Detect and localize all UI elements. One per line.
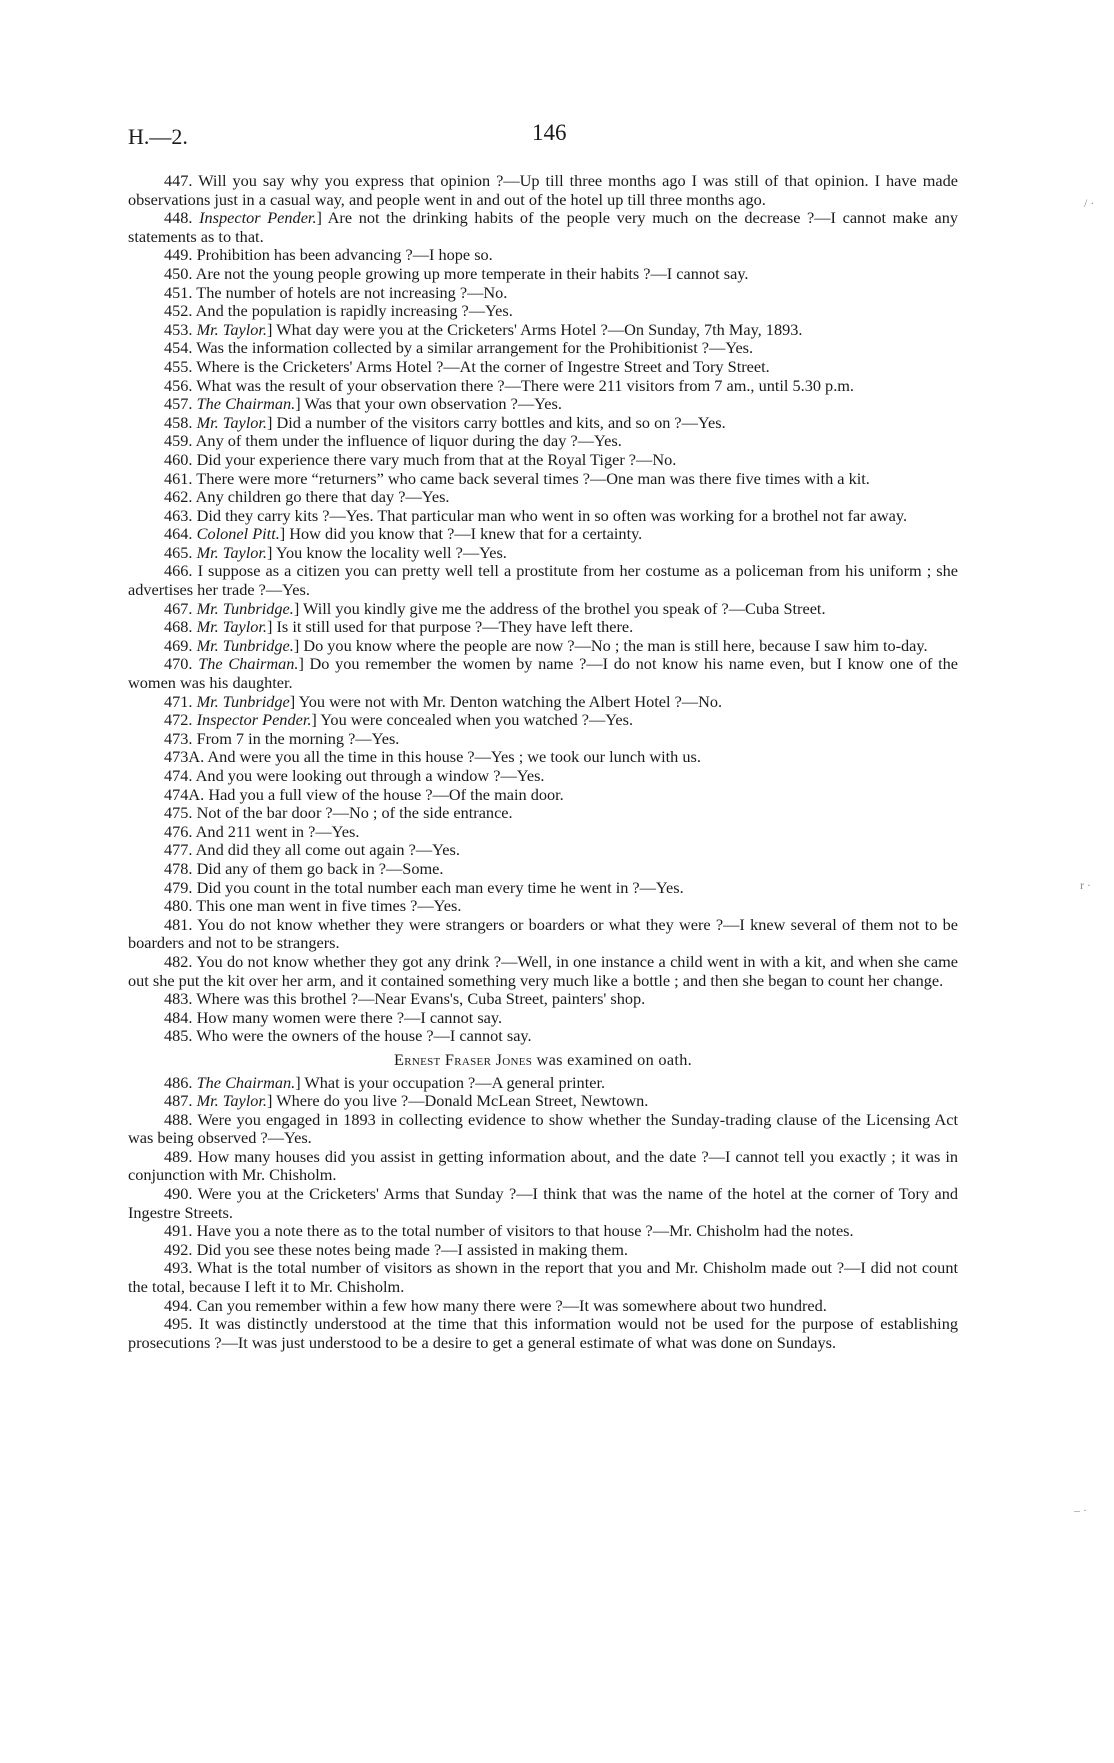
question-number: 461. — [164, 468, 193, 488]
question-number: 476. — [164, 821, 193, 841]
testimony-paragraph — [128, 1148, 958, 1185]
testimony-text: Will you say why you express that opinion ?—Up till three months ago I was still of that opinion. I have made observations just in a casual way, and people went in and out of the hotel up till three months ago. — [128, 171, 958, 209]
testimony-paragraph — [128, 1185, 958, 1222]
testimony-paragraph — [128, 748, 958, 767]
question-number: 480. — [164, 896, 193, 916]
witness-heading — [128, 1051, 958, 1070]
testimony-paragraph — [128, 432, 958, 451]
margin-mark: / · — [1084, 196, 1095, 210]
testimony-text: ] You were not with Mr. Denton watching the Albert Hotel ?—No. — [289, 691, 723, 711]
testimony-paragraph — [128, 897, 958, 916]
margin-mark: r · — [1080, 878, 1091, 892]
testimony-text: Did any of them go back in ?—Some. — [196, 858, 444, 878]
testimony-text: Did you see these notes being made ?—I assisted in making them. — [196, 1239, 628, 1259]
testimony-text: Did they carry kits ?—Yes. That particular man who went in so often was working for a brothel not far away. — [196, 505, 908, 525]
question-number: 473. — [164, 728, 193, 748]
testimony-text: Not of the bar door ?—No ; of the side entrance. — [196, 803, 513, 823]
testimony-text: How many houses did you assist in getting information about, and the date ?—I cannot tell you exactly ; it was in conjunction with Mr. Chisholm. — [128, 1146, 958, 1185]
testimony-text: The number of hotels are not increasing ?—No. — [196, 282, 508, 302]
testimony-text: I suppose as a citizen you can pretty well tell a prostitute from her costume as a policeman from his uniform ; she advertises her trade ?—Yes. — [128, 561, 958, 600]
speaker-name: Mr. Taylor. — [196, 1091, 268, 1111]
question-number: 464. — [164, 524, 193, 544]
testimony-paragraph — [128, 302, 958, 321]
testimony-text: From 7 in the morning ?—Yes. — [196, 728, 400, 748]
testimony-text: How many women were there ?—I cannot say. — [196, 1007, 503, 1027]
question-number: 466. — [164, 561, 193, 581]
testimony-text: And did they all come out again ?—Yes. — [195, 840, 460, 860]
question-number: 470. — [164, 654, 193, 674]
testimony-text: What was the result of your observation there ?—There were 211 visitors from 7 am., until 5.30 p.m. — [196, 375, 854, 395]
question-number: 452. — [164, 301, 193, 321]
testimony-paragraph — [128, 879, 958, 898]
testimony-text: ] How did you know that ?—I knew that for a certainty. — [279, 524, 643, 544]
testimony-text: Were you engaged in 1893 in collecting evidence to show whether the Sunday-trading clause of the Licensing Act was being observed ?—Yes. — [128, 1109, 958, 1148]
testimony-paragraph — [128, 693, 958, 712]
question-number: 455. — [164, 356, 193, 376]
question-number: 467. — [164, 598, 193, 618]
testimony-text: You do not know whether they got any drink ?—Well, in one instance a child went in with a kit, and when she came out she put the kit over her arm, and it contained something very much like a bottle ; and then she began to count her change. — [128, 951, 958, 990]
speaker-name: Mr. Taylor. — [196, 319, 268, 339]
testimony-text: Did your experience there vary much from that at the Royal Tiger ?—No. — [196, 449, 677, 469]
testimony-paragraph — [128, 767, 958, 786]
testimony-text: ] Do you remember the women by name ?—I do not know his name even, but I know one of the women was his daughter. — [128, 654, 959, 693]
question-number: 460. — [164, 449, 193, 469]
testimony-text: Had you a full view of the house ?—Of the main door. — [208, 784, 564, 804]
testimony-paragraph — [128, 600, 958, 619]
testimony-paragraph — [128, 1009, 958, 1028]
testimony-paragraph — [128, 377, 958, 396]
question-number: 489. — [164, 1146, 193, 1166]
testimony-paragraph — [128, 172, 958, 209]
testimony-text: And you were looking out through a window ?—Yes. — [195, 766, 545, 785]
document-reference: H.—2. — [128, 124, 188, 149]
question-number: 450. — [164, 263, 193, 283]
testimony-paragraph — [128, 953, 958, 990]
testimony-text: Where is the Cricketers' Arms Hotel ?—At the corner of Ingestre Street and Tory Street. — [196, 356, 770, 376]
question-number: 491. — [164, 1221, 193, 1241]
speaker-name: Mr. Tunbridge. — [196, 635, 294, 655]
margin-mark: – · — [1074, 1503, 1087, 1517]
testimony-text: Who were the owners of the house ?—I cannot say. — [196, 1026, 532, 1046]
testimony-paragraph — [128, 823, 958, 842]
testimony-text: Have you a note there as to the total number of visitors to that house ?—Mr. Chisholm had the notes. — [196, 1221, 854, 1241]
testimony-paragraph — [128, 544, 958, 563]
question-number: 448. — [164, 208, 193, 228]
testimony-text: This one man went in five times ?—Yes. — [196, 896, 462, 916]
question-number: 459. — [164, 431, 193, 451]
testimony-paragraph — [128, 1074, 958, 1093]
speaker-name: The Chairman. — [198, 654, 299, 674]
testimony-paragraph — [128, 265, 958, 284]
question-number: 469. — [164, 635, 193, 655]
testimony-paragraph — [128, 1315, 958, 1352]
testimony-text: Were you at the Cricketers' Arms that Sunday ?—I think that was the name of the hotel at the corner of Tory and Ingestre Streets. — [128, 1184, 959, 1222]
question-number: 447. — [164, 171, 193, 190]
testimony-paragraph — [128, 1259, 958, 1296]
testimony-paragraph — [128, 209, 958, 246]
speaker-name: Mr. Taylor. — [196, 542, 268, 562]
testimony-text: ] Was that your own observation ?—Yes. — [295, 394, 562, 414]
question-number: 453. — [164, 319, 193, 339]
testimony-paragraph — [128, 395, 958, 414]
question-number: 457. — [164, 394, 193, 414]
question-number: 475. — [164, 803, 193, 823]
speaker-name: The Chairman. — [196, 1072, 296, 1092]
testimony-text: ] Where do you live ?—Donald McLean Street, Newtown. — [267, 1091, 649, 1111]
question-number: 493. — [164, 1258, 193, 1278]
testimony-paragraph — [128, 488, 958, 507]
testimony-text: ] Did a number of the visitors carry bottles and kits, and so on ?—Yes. — [267, 412, 726, 432]
question-number: 478. — [164, 858, 193, 878]
testimony-text: And 211 went in ?—Yes. — [195, 821, 360, 841]
testimony-paragraph — [128, 470, 958, 489]
question-number: 494. — [164, 1295, 193, 1315]
question-number: 465. — [164, 542, 193, 562]
testimony-paragraph — [128, 1027, 958, 1046]
witness-name: Ernest Fraser Jones — [393, 1049, 533, 1069]
question-number: 458. — [164, 412, 193, 432]
witness-heading-text: was examined on oath. — [532, 1049, 693, 1069]
question-number: 482. — [164, 951, 193, 971]
speaker-name: Inspector Pender. — [196, 710, 312, 730]
testimony-paragraph — [128, 1241, 958, 1260]
testimony-text: Was the information collected by a similar arrangement for the Prohibitionist ?—Yes. — [196, 338, 754, 358]
testimony-text: Did you count in the total number each man every time he went in ?—Yes. — [196, 877, 684, 897]
testimony-text: ] Do you know where the people are now ?—No ; the man is still here, because I saw him to-day. — [293, 635, 928, 655]
testimony-paragraph — [128, 637, 958, 656]
question-number: 486. — [164, 1072, 193, 1092]
testimony-paragraph — [128, 284, 958, 303]
testimony-paragraph — [128, 414, 958, 433]
testimony-paragraph — [128, 507, 958, 526]
testimony-text: Can you remember within a few how many there were ?—It was somewhere about two hundred. — [196, 1295, 827, 1315]
question-number: 479. — [164, 877, 193, 897]
testimony-paragraph — [128, 730, 958, 749]
question-number: 472. — [164, 710, 193, 730]
testimony-paragraph — [128, 804, 958, 823]
document-body — [128, 172, 958, 1352]
question-number: 484. — [164, 1007, 193, 1027]
testimony-text: ] You were concealed when you watched ?—Yes. — [311, 710, 634, 730]
question-number: 477. — [164, 840, 193, 860]
speaker-name: Mr. Tunbridge — [196, 691, 290, 711]
testimony-text: Where was this brothel ?—Near Evans's, Cuba Street, painters' shop. — [196, 989, 646, 1009]
testimony-paragraph — [128, 1092, 958, 1111]
question-number: 463. — [164, 505, 193, 525]
question-number: 451. — [164, 282, 193, 302]
testimony-paragraph — [128, 321, 958, 340]
testimony-paragraph — [128, 339, 958, 358]
testimony-text: Any children go there that day ?—Yes. — [195, 487, 450, 507]
question-number: 473A. — [164, 747, 205, 767]
speaker-name: Mr. Taylor. — [196, 412, 268, 432]
testimony-text: And the population is rapidly increasing ?—Yes. — [195, 301, 513, 321]
question-number: 485. — [164, 1026, 193, 1046]
testimony-paragraph — [128, 841, 958, 860]
testimony-text: And were you all the time in this house ?—Yes ; we took our lunch with us. — [207, 747, 701, 767]
speaker-name: Colonel Pitt. — [196, 524, 280, 544]
testimony-text: ] Are not the drinking habits of the people very much on the decrease ?—I cannot make any statements as to that. — [128, 208, 958, 246]
question-number: 462. — [164, 487, 193, 507]
testimony-paragraph — [128, 786, 958, 805]
question-number: 488. — [164, 1109, 193, 1129]
page-number: 146 — [532, 120, 567, 145]
testimony-paragraph — [128, 655, 958, 692]
question-number: 471. — [164, 691, 193, 711]
testimony-paragraph — [128, 1222, 958, 1241]
question-number: 483. — [164, 989, 193, 1009]
testimony-text: Any of them under the influence of liquor during the day ?—Yes. — [195, 431, 622, 451]
question-number: 495. — [164, 1314, 193, 1334]
testimony-paragraph — [128, 562, 958, 599]
question-number: 468. — [164, 617, 193, 637]
speaker-name: The Chairman. — [196, 394, 296, 414]
page-header — [128, 116, 958, 156]
testimony-paragraph — [128, 525, 958, 544]
testimony-paragraph — [128, 246, 958, 265]
question-number: 449. — [164, 245, 193, 265]
speaker-name: Mr. Taylor. — [196, 617, 268, 637]
testimony-text: ] Is it still used for that purpose ?—They have left there. — [267, 617, 634, 637]
testimony-paragraph — [128, 358, 958, 377]
testimony-text: It was distinctly understood at the time that this information would not be used for the purpose of establishing prosecutions ?—It was just understood to be a desire to get a general estimate of what was done on Sundays. — [128, 1314, 958, 1352]
testimony-paragraph — [128, 618, 958, 637]
testimony-text: Prohibition has been advancing ?—I hope so. — [196, 245, 493, 265]
testimony-paragraph — [128, 860, 958, 879]
speaker-name: Inspector Pender. — [199, 208, 317, 228]
testimony-paragraph — [128, 916, 958, 953]
testimony-text: ] Will you kindly give me the address of the brothel you speak of ?—Cuba Street. — [293, 598, 826, 618]
question-number: 454. — [164, 338, 193, 358]
testimony-paragraph — [128, 990, 958, 1009]
question-number: 490. — [164, 1184, 193, 1204]
question-number: 456. — [164, 375, 193, 395]
testimony-text: ] What day were you at the Cricketers' Arms Hotel ?—On Sunday, 7th May, 1893. — [267, 319, 803, 339]
question-number: 474. — [164, 766, 193, 785]
testimony-text: There were more “returners” who came back several times ?—One man was there five times with a kit. — [196, 468, 870, 488]
testimony-text: Are not the young people growing up more temperate in their habits ?—I cannot say. — [195, 263, 749, 283]
question-number: 487. — [164, 1091, 193, 1111]
testimony-text: ] You know the locality well ?—Yes. — [267, 542, 507, 562]
testimony-paragraph — [128, 1297, 958, 1316]
testimony-paragraph — [128, 451, 958, 470]
testimony-section-b — [128, 1074, 958, 1353]
speaker-name: Mr. Tunbridge. — [196, 598, 294, 618]
testimony-section-a — [128, 172, 958, 1046]
testimony-text: You do not know whether they were strangers or boarders or what they were ?—I knew several of them not to be boarders and not to be strangers. — [128, 914, 959, 953]
testimony-paragraph — [128, 1111, 958, 1148]
testimony-text: ] What is your occupation ?—A general printer. — [295, 1072, 606, 1092]
testimony-text: What is the total number of visitors as shown in the report that you and Mr. Chisholm made out ?—I did not count the total, because I left it to Mr. Chisholm. — [128, 1258, 958, 1297]
testimony-paragraph — [128, 711, 958, 730]
question-number: 492. — [164, 1239, 193, 1259]
question-number: 474A. — [164, 784, 205, 804]
question-number: 481. — [164, 914, 193, 934]
